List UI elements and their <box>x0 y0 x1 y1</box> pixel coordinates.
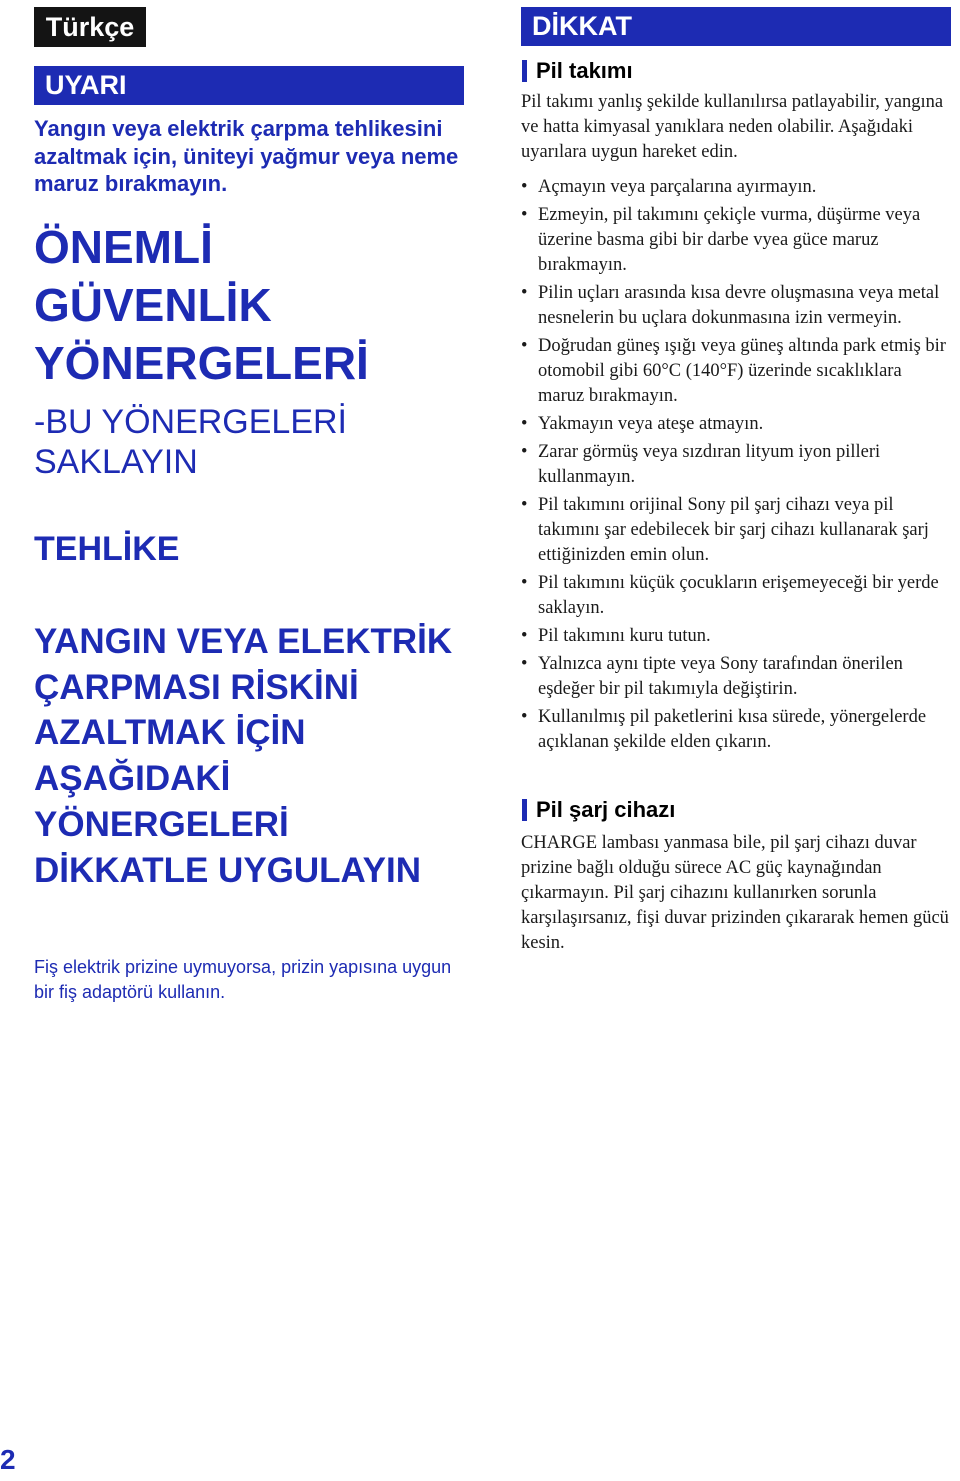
charger-subheading <box>521 797 951 823</box>
bullet-icon: • <box>521 336 528 356</box>
battery-subheading-label: Pil takımı <box>536 58 633 83</box>
charger-text: CHARGE lambası yanmasa bile, pil şarj cihazı duvar prizine bağlı olduğu sürece AC güç kaynağından çıkarmayın. Pil şarj cihazını kullanırken sorunla karşılaşırsanız, fişi duvar prizinden çıkararak hemen gücü kesin. <box>521 833 949 953</box>
bullet-icon: • <box>521 283 528 303</box>
list-item: • Zarar görmüş veya sızdıran lityum iyon pilleri kullanmayın. <box>521 442 881 487</box>
safety-title: ÖNEMLİ GÜVENLİK YÖNERGELERİ <box>34 220 369 389</box>
danger-title: TEHLİKE <box>34 530 180 569</box>
bullet-icon: • <box>521 442 528 462</box>
list-item: • Doğrudan güneş ışığı veya güneş altında park etmiş bir otomobil gibi 60°C (140°F) üzerinde sıcaklıklara maruz bırakmayın. <box>521 336 946 406</box>
warning-heading: UYARI <box>34 66 464 105</box>
list-item: • Yakmayın veya ateşe atmayın. <box>521 412 951 437</box>
danger-text: YANGIN VEYA ELEKTRİK ÇARPMASI RİSKİNİ AZALTMAK İÇİN AŞAĞIDAKİ YÖNERGELERİ DİKKATLE UYGULAYIN <box>34 621 453 890</box>
list-item: • Pil takımını kuru tutun. <box>521 624 951 649</box>
list-item: • Ezmeyin, pil takımını çekiçle vurma, düşürme veya üzerine basma gibi bir darbe vyea güce maruz bırakmayın. <box>521 205 921 275</box>
battery-subheading <box>521 58 951 84</box>
charger-subheading-label: Pil şarj cihazı <box>536 797 676 822</box>
battery-intro: Pil takımı yanlış şekilde kullanılırsa patlayabilir, yangına ve hatta kimyasal yanıklara neden olabilir. Aşağıdaki uyarılara uygun hareket edin. <box>521 92 944 162</box>
bullet-icon: • <box>521 626 528 646</box>
section-marker-icon <box>522 60 527 82</box>
list-item: • Yalnızca aynı tipte veya Sony tarafından önerilen eşdeğer bir pil takımıyla değiştirin. <box>521 654 903 699</box>
caution-column <box>521 7 951 956</box>
bullet-icon: • <box>521 177 528 197</box>
list-item: • Pil takımını orijinal Sony pil şarj cihazı veya pil takımını şar edebilecek bir şarj cihazı kullanarak şarj ettiğinizden emin olun. <box>521 495 929 565</box>
page-number: 2 <box>0 1444 16 1475</box>
list-item: • Açmayın veya parçalarına ayırmayın. <box>521 175 951 200</box>
warning-text: Yangın veya elektrik çarpma tehlikesini azaltmak için, üniteyi yağmur veya neme maruz bırakmayın. <box>34 116 459 196</box>
section-marker-icon <box>522 799 527 821</box>
danger-block <box>34 482 464 940</box>
battery-warning-list <box>521 175 951 755</box>
bullet-icon: • <box>521 654 528 674</box>
list-item: • Pil takımını küçük çocukların erişemeyeceği bir yerde saklayın. <box>521 573 939 618</box>
bullet-icon: • <box>521 573 528 593</box>
list-item: • Kullanılmış pil paketlerini kısa sürede, yönergelerde açıklanan şekilde elden çıkarın. <box>521 707 927 752</box>
list-item: • Pilin uçları arasında kısa devre oluşmasına veya metal nesnelerin bu uçlara dokunmasına izin vermeyin. <box>521 283 940 328</box>
warning-column <box>34 66 464 1005</box>
bullet-icon: • <box>521 205 528 225</box>
bullet-icon: • <box>521 414 528 434</box>
language-tab: Türkçe <box>34 7 146 47</box>
bullet-icon: • <box>521 707 528 727</box>
caution-heading: DİKKAT <box>521 7 951 46</box>
plug-adapter-text: Fiş elektrik prizine uymuyorsa, prizin yapısına uygun bir fiş adaptörü kullanın. <box>34 957 452 1003</box>
bullet-icon: • <box>521 495 528 515</box>
keep-instructions-text: -BU YÖNERGELERİ SAKLAYIN <box>34 402 348 481</box>
